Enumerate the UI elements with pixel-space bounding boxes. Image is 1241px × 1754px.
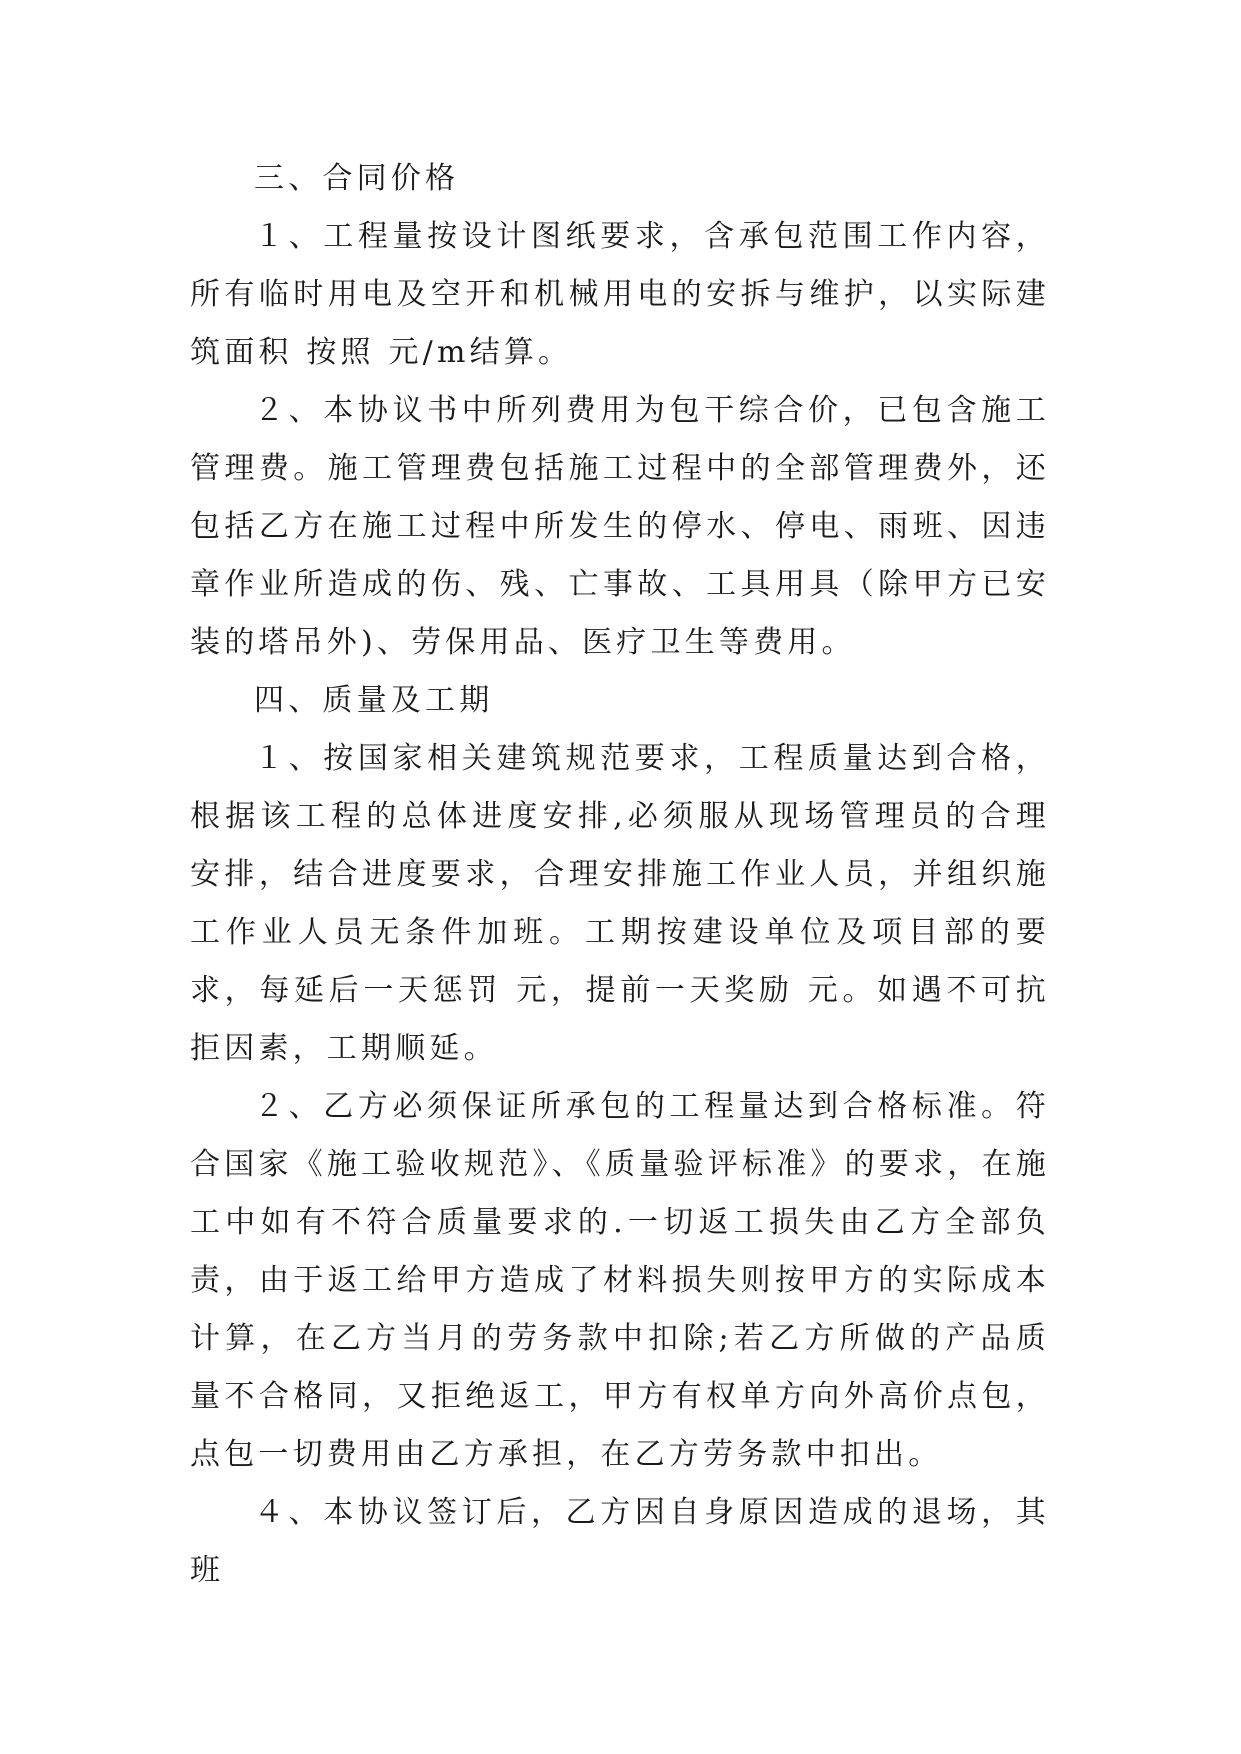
- paragraph-4-1: １、按国家相关建筑规范要求，工程质量达到合格，根据该工程的总体进度安排,必须服从现场管理员的合理安排，结合进度要求，合理安排施工作业人员，并组织施工作业人员无条件加班。工期按建设单位及项目部的要求，每延后一天惩罚 元，提前一天奖励 元。如遇不可抗拒因素，工期顺延。: [190, 741, 1050, 1066]
- section-heading-quality-schedule: 四、质量及工期: [254, 683, 494, 718]
- document-body: [190, 150, 1050, 1600]
- paragraph-4-4: ４、本协议签订后，乙方因自身原因造成的退场，其班: [190, 1495, 1050, 1588]
- section-heading-contract-price: 三、合同价格: [254, 161, 460, 196]
- paragraph-4-2: ２、乙方必须保证所承包的工程量达到合格标准。符合国家《施工验收规范》、《质量验评标准》的要求，在施工中如有不符合质量要求的.一切返工损失由乙方全部负责，由于返工给甲方造成了材料损失则按甲方的实际成本计算，在乙方当月的劳务款中扣除;若乙方所做的产品质量不合格同，又拒绝返工，甲方有权单方向外高价点包，点包一切费用由乙方承担，在乙方劳务款中扣出。: [190, 1089, 1050, 1472]
- paragraph-3-1: １、工程量按设计图纸要求，含承包范围工作内容，所有临时用电及空开和机械用电的安拆与维护，以实际建筑面积 按照 元/m结算。: [190, 219, 1050, 370]
- paragraph-3-2: ２、本协议书中所列费用为包干综合价，已包含施工管理费。施工管理费包括施工过程中的全部管理费外，还包括乙方在施工过程中所发生的停水、停电、雨班、因违章作业所造成的伤、残、亡事故、工具用具（除甲方已安装的塔吊外)、劳保用品、医疗卫生等费用。: [190, 393, 1050, 660]
